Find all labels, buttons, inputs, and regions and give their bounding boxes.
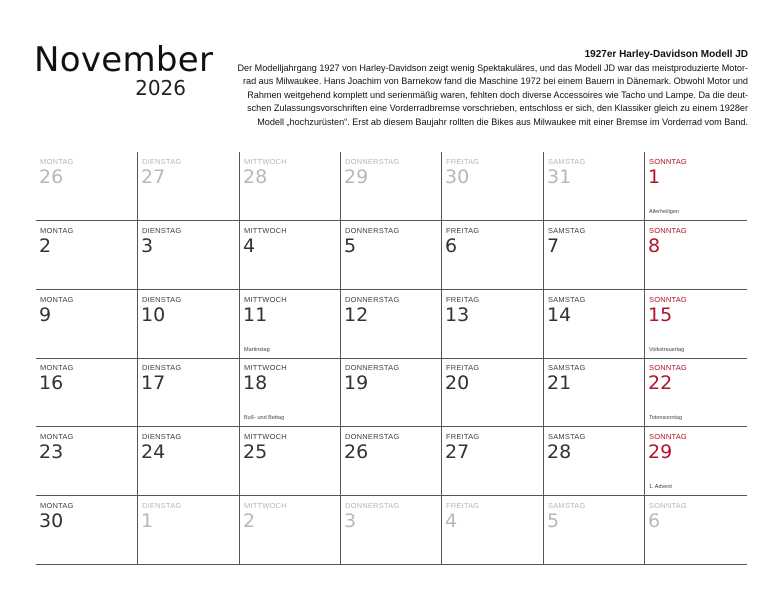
day-number: 18 [243,372,268,395]
day-number: 26 [39,166,64,188]
calendar-day-cell [543,496,644,564]
day-number: 8 [648,234,661,257]
day-number: 22 [648,372,673,395]
weekday-label: SAMSTAG [548,225,586,235]
calendar-day-cell [239,358,340,426]
day-number: 2 [243,510,256,532]
calendar-week-row [36,427,747,496]
calendar-day-cell [36,496,137,564]
calendar-day-cell [36,221,137,289]
day-number: 20 [445,372,470,395]
calendar-week-row [36,358,747,427]
holiday-label: Totensonntag [649,415,683,422]
calendar-day-cell [644,290,747,358]
calendar-day-cell [441,358,543,426]
weekday-label: MONTAG [40,501,74,510]
weekday-label: DONNERSTAG [345,225,400,235]
calendar-day-cell [137,496,239,564]
weekday-label: DIENSTAG [142,432,182,442]
year-title: 2026 [135,76,186,100]
day-number: 30 [445,166,470,188]
day-number: 29 [344,166,369,188]
weekday-label: SONNTAG [649,432,687,442]
calendar-day-cell [340,427,441,495]
calendar-day-cell [137,358,239,426]
calendar-day-cell [340,290,441,358]
calendar-day-cell [137,290,239,358]
weekday-label: DIENSTAG [142,225,182,235]
weekday-label: DONNERSTAG [345,294,400,304]
calendar-day-cell [543,427,644,495]
weekday-label: SAMSTAG [548,363,586,373]
weekday-label: SAMSTAG [548,157,586,166]
day-number: 3 [344,510,357,532]
weekday-label: SONNTAG [649,501,687,510]
weekday-label: DONNERSTAG [345,157,400,166]
day-number: 28 [243,166,268,188]
day-number: 27 [141,166,166,188]
weekday-label: SONNTAG [649,294,687,304]
weekday-label: DIENSTAG [142,294,182,304]
calendar-day-cell [644,221,747,289]
calendar-day-cell [340,152,441,220]
weekday-label: DIENSTAG [142,157,182,166]
day-number: 4 [445,510,458,532]
calendar-day-cell [543,290,644,358]
day-number: 4 [243,234,256,257]
day-number: 11 [243,303,268,326]
weekday-label: FREITAG [446,432,480,442]
day-number: 28 [547,441,572,464]
day-number: 15 [648,303,673,326]
day-number: 9 [39,303,52,326]
calendar-day-cell [644,152,747,220]
calendar-day-cell [543,358,644,426]
day-number: 21 [547,372,572,395]
weekday-label: MONTAG [40,225,74,235]
weekday-label: SONNTAG [649,225,687,235]
weekday-label: DONNERSTAG [345,432,400,442]
holiday-label: 1. Advent [649,484,672,491]
weekday-label: FREITAG [446,363,480,373]
day-number: 23 [39,441,64,464]
day-number: 14 [547,303,572,326]
day-number: 31 [547,166,572,188]
feature-description-line: rad aus Milwaukee. Hans Joachim von Barnekow fand die Maschine 1972 bei einem Bauern in Dänemark. Obwohl Motor und [243,76,748,87]
calendar-day-cell [340,358,441,426]
calendar-day-cell [239,290,340,358]
calendar-day-cell [137,152,239,220]
calendar-day-cell [239,427,340,495]
calendar-day-cell [340,496,441,564]
weekday-label: FREITAG [446,294,480,304]
weekday-label: DONNERSTAG [345,501,400,510]
calendar-grid [36,152,747,565]
calendar-day-cell [644,496,747,564]
calendar-week-row [36,290,747,359]
feature-title: 1927er Harley-Davidson Modell JD [584,49,748,60]
day-number: 5 [547,510,560,532]
weekday-label: MITTWOCH [244,294,287,304]
weekday-label: FREITAG [446,501,480,510]
weekday-label: MITTWOCH [244,157,287,166]
feature-description-line: schen Zulassungsvorschriften eine Vorderradbremse vorschrieben, entschloss er sich, den Klassiker gleich zu einem 1928er [247,103,748,114]
calendar-day-cell [137,427,239,495]
weekday-label: DONNERSTAG [345,363,400,373]
calendar-week-row [36,152,747,221]
day-number: 29 [648,441,673,464]
weekday-label: MITTWOCH [244,225,287,235]
day-number: 3 [141,234,154,257]
day-number: 6 [445,234,458,257]
day-number: 1 [648,166,661,188]
day-number: 10 [141,303,166,326]
calendar-day-cell [441,427,543,495]
day-number: 30 [39,510,64,532]
feature-description-line: Der Modelljahrgang 1927 von Harley-Davidson zeigt wenig Spektakuläres, und das Modell JD war das meistproduzierte Motor- [237,63,748,73]
calendar-day-cell [644,427,747,495]
day-number: 1 [141,510,154,532]
weekday-label: SAMSTAG [548,501,586,510]
weekday-label: MONTAG [40,432,74,442]
month-title: November [34,40,214,80]
day-number: 26 [344,441,369,464]
calendar-day-cell [441,152,543,220]
day-number: 27 [445,441,470,464]
calendar-week-row [36,496,747,565]
day-number: 6 [648,510,661,532]
day-number: 12 [344,303,369,326]
calendar-day-cell [36,290,137,358]
weekday-label: MITTWOCH [244,432,287,442]
weekday-label: MONTAG [40,157,74,166]
weekday-label: SONNTAG [649,363,687,373]
calendar-day-cell [441,496,543,564]
holiday-label: Allerheiligen [649,209,679,215]
day-number: 5 [344,234,357,257]
calendar-day-cell [137,221,239,289]
calendar-day-cell [340,221,441,289]
calendar-week-row [36,221,747,290]
calendar-day-cell [441,221,543,289]
calendar-day-cell [36,358,137,426]
weekday-label: MONTAG [40,294,74,304]
weekday-label: DIENSTAG [142,501,182,510]
weekday-label: SAMSTAG [548,294,586,304]
day-number: 13 [445,303,470,326]
calendar-day-cell [36,152,137,220]
calendar-day-cell [239,496,340,564]
weekday-label: MITTWOCH [244,501,287,510]
calendar-day-cell [441,290,543,358]
feature-description [228,62,748,129]
calendar-day-cell [543,152,644,220]
feature-description-line: Modell „hochzurüsten“. Erst ab diesem Baujahr rollten die Bikes aus Milwaukee mit einer Bremse im Vorderrad vom Band. [257,116,748,127]
day-number: 17 [141,372,166,395]
day-number: 24 [141,441,166,464]
weekday-label: MONTAG [40,363,74,373]
day-number: 19 [344,372,369,395]
day-number: 2 [39,234,52,257]
holiday-label: Volkstrauertag [649,346,685,353]
day-number: 7 [547,234,560,257]
weekday-label: FREITAG [446,225,480,235]
calendar-day-cell [239,221,340,289]
weekday-label: SONNTAG [649,157,687,166]
weekday-label: FREITAG [446,157,480,166]
weekday-label: SAMSTAG [548,432,586,442]
calendar-day-cell [36,427,137,495]
weekday-label: DIENSTAG [142,363,182,373]
calendar-day-cell [239,152,340,220]
calendar-day-cell [644,358,747,426]
day-number: 16 [39,372,64,395]
feature-description-line: Rahmen weitgehend komplett und serienmäßig waren, fehlten doch diverse Accessoires wie Tacho und Lampe. Da die deut- [247,89,748,100]
calendar-day-cell [543,221,644,289]
holiday-label: Buß- und Bettag [244,415,285,422]
holiday-label: Martinstag [244,346,270,353]
weekday-label: MITTWOCH [244,363,287,373]
day-number: 25 [243,441,268,464]
